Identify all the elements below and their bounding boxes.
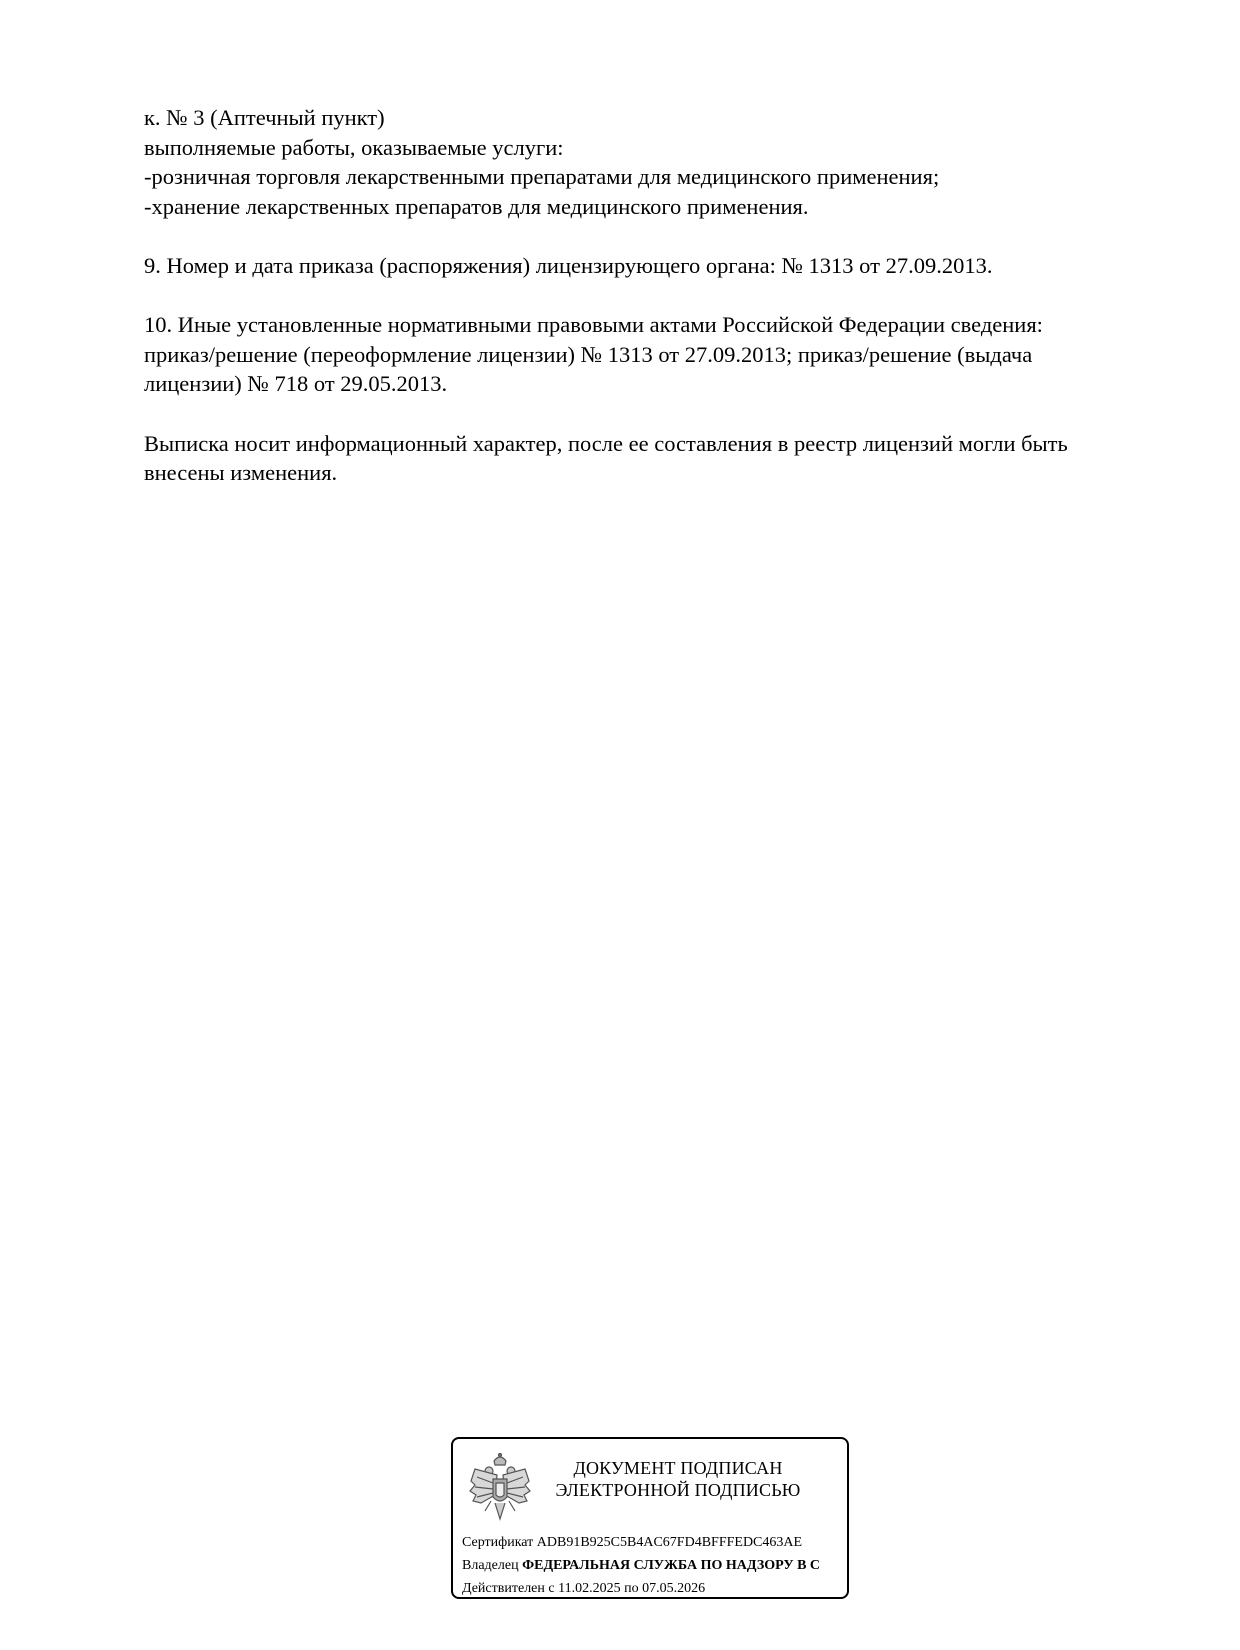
certificate-value: ADB91B925C5B4AC67FD4BFFFEDC463AE [536, 1535, 803, 1550]
disclaimer-line-1: Выписка носит информационный характер, после ее составления в реестр лицензий могли быть [144, 430, 1068, 456]
other-info-line-2: приказ/решение (переоформление лицензии) № 1313 от 27.09.2013; приказ/решение (выдача [144, 341, 1033, 367]
owner-label: Владелец [462, 1558, 519, 1573]
certificate-line [462, 1534, 802, 1552]
service-item-retail: -розничная торговля лекарственными препаратами для медицинского применения; [144, 164, 940, 190]
owner-value: ФЕДЕРАЛЬНАЯ СЛУЖБА ПО НАДЗОРУ В С [522, 1558, 821, 1573]
license-address-line: к. № 3 (Аптечный пункт) [144, 105, 385, 130]
russian-coat-of-arms-icon [467, 1451, 533, 1527]
owner-line [462, 1557, 820, 1575]
stamp-title-line-1: ДОКУМЕНТ ПОДПИСАН [573, 1458, 783, 1478]
stamp-title [543, 1457, 813, 1501]
service-item-storage: -хранение лекарственных препаратов для медицинского применения. [144, 193, 809, 219]
disclaimer-line-2: внесены изменения. [144, 460, 338, 486]
order-number-paragraph: 9. Номер и дата приказа (распоряжения) лицензирующего органа: № 1313 от 27.09.2013. [144, 252, 993, 278]
certificate-label: Сертификат [462, 1535, 534, 1550]
other-info-line-3: лицензии) № 718 от 29.05.2013. [144, 371, 448, 397]
stamp-title-line-2: ЭЛЕКТРОННОЙ ПОДПИСЬЮ [555, 1480, 801, 1500]
validity-line: Действителен с 11.02.2025 по 07.05.2026 [462, 1581, 706, 1596]
services-heading: выполняемые работы, оказываемые услуги: [144, 134, 564, 160]
electronic-signature-stamp [451, 1437, 849, 1599]
document-body [144, 103, 1154, 488]
other-info-line-1: 10. Иные установленные нормативными правовыми актами Российской Федерации сведения: [144, 312, 1043, 338]
